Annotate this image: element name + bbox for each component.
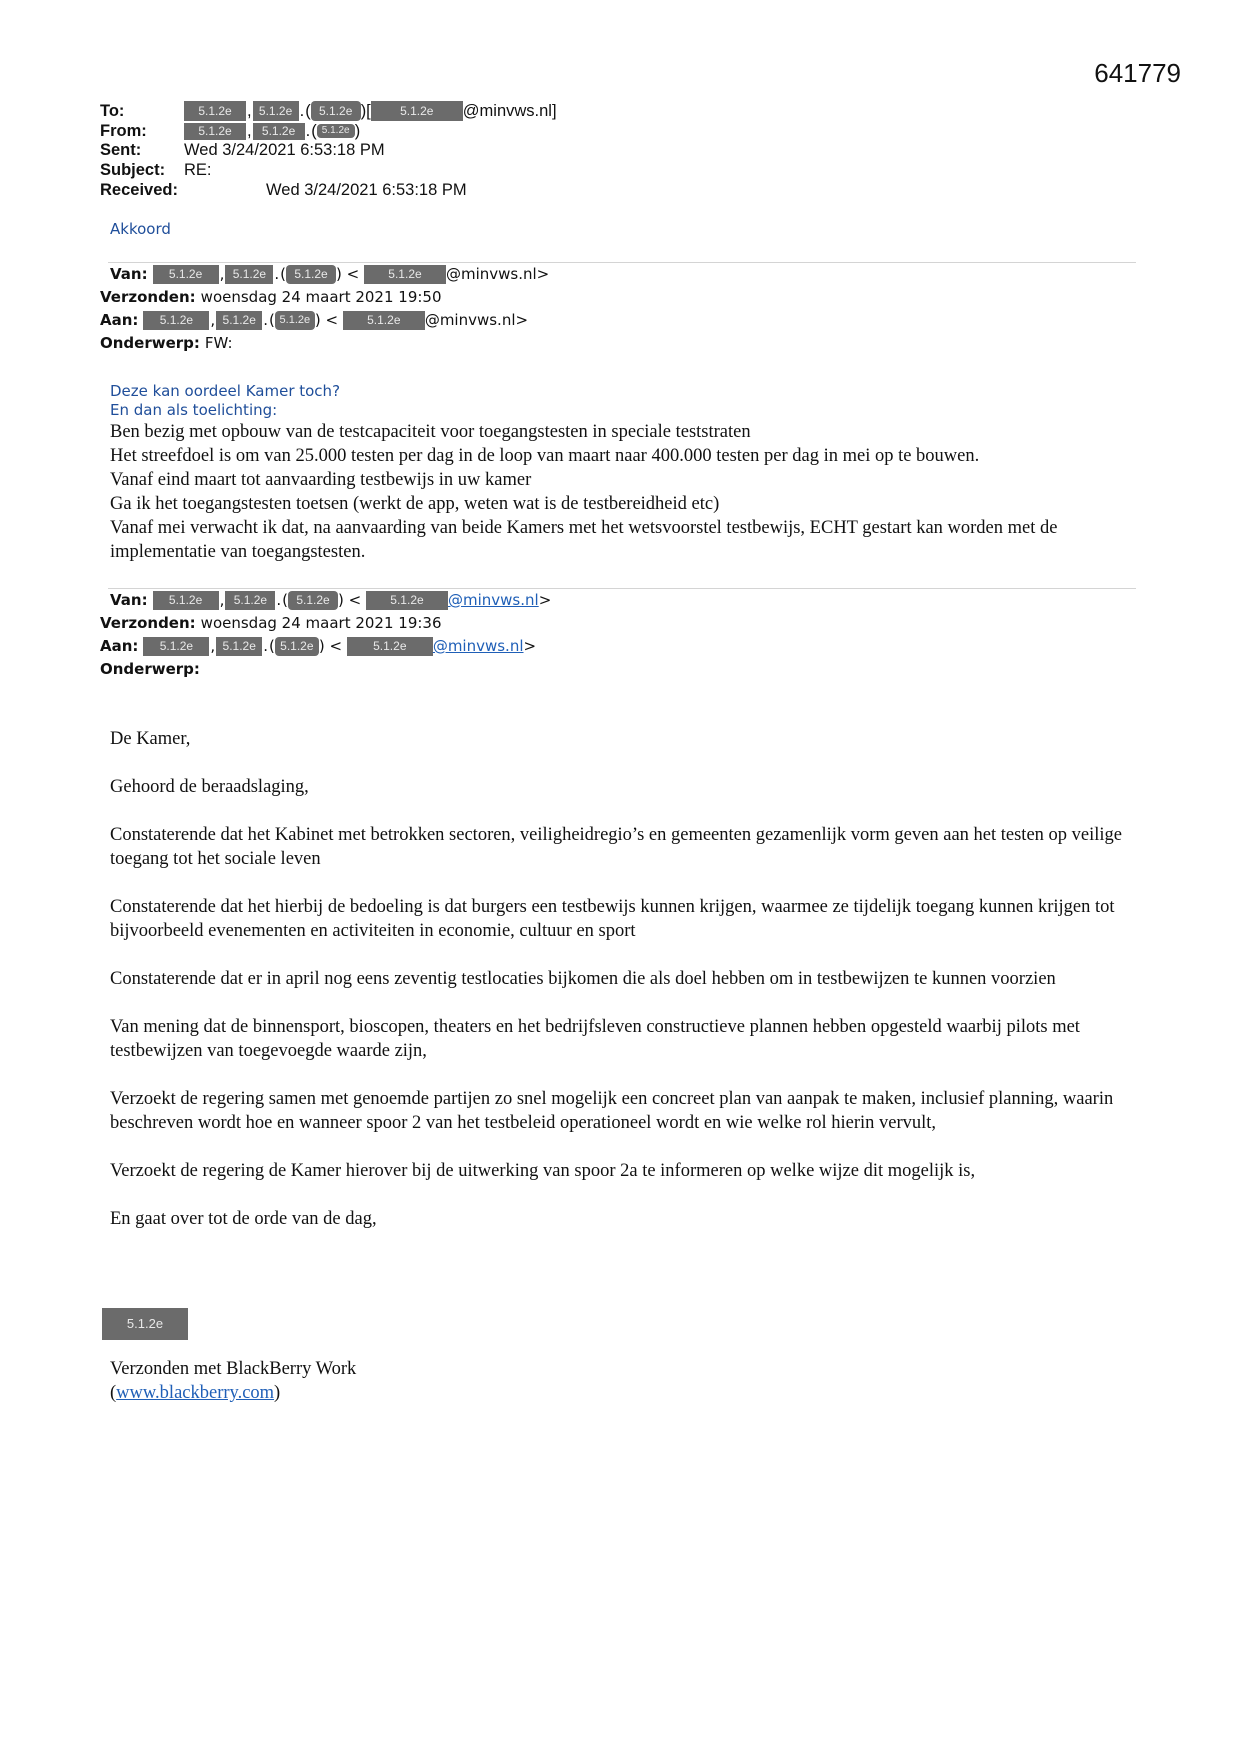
to-domain: @minvws.nl] [462,102,557,120]
verzonden-label: Verzonden: [100,288,196,306]
motion-paragraph: Van mening dat de binnensport, bioscopen, theaters en het bedrijfsleven constructieve plannen hebben opgesteld waarbij pilots met testbewijzen van toegevoegde waarde zijn, [110,1017,1080,1061]
redaction-box: 5.1.2e [216,637,262,656]
body-line: Vanaf mei verwacht ik dat, na aanvaarding van beide Kamers met het wetsvoorstel testbewijs, ECHT gestart kan worden met de implementatie van toegangstesten. [110,518,1058,562]
onderwerp-label: Onderwerp: [100,660,200,678]
redaction-box: 5.1.2e [184,101,246,121]
subject-value: RE: [184,161,212,179]
note-line: En dan als toelichting: [110,401,278,419]
to-row: To: 5.1.2e , 5.1.2e . ( 5.1.2e )[ 5.1.2e @minvws.nl] [100,102,557,120]
verzonden-row [100,286,549,309]
van-email-link[interactable]: @minvws.nl [447,591,539,609]
message-2-body [110,727,1130,1231]
redaction-box: 5.1.2e [364,265,446,284]
paren-open: ( [110,1383,117,1403]
motion-paragraph: Gehoord de beraadslaging, [110,777,309,797]
redaction-box: 5.1.2e [153,265,219,284]
redaction-box: 5.1.2e [153,591,219,610]
message-1-note [110,382,340,420]
motion-paragraph: Verzoekt de regering de Kamer hierover bij de uitwerking van spoor 2a te informeren op welke wijze dit mogelijk is, [110,1161,976,1181]
reply-text: Akkoord [110,220,171,238]
motion-paragraph: Constaterende dat het hierbij de bedoeling is dat burgers een testbewijs kunnen krijgen, waarmee ze tijdelijk toegang kunnen krijgen tot bijvoorbeeld evenementen en activiteiten in economie, cultuur en sport [110,897,1115,941]
message-1-body [110,420,1130,564]
redacted-signature: 5.1.2e [102,1308,188,1340]
verzonden-label: Verzonden: [100,614,196,632]
received-label: Received: [100,181,178,199]
motion-paragraph: Constaterende dat het Kabinet met betrokken sectoren, veiligheidregio’s en gemeenten gezamenlijk vorm geven aan het testen op veilige toegang tot het sociale leven [110,825,1122,869]
message-1-header [100,263,549,355]
envelope-header [100,100,557,200]
body-line: Ben bezig met opbouw van de testcapaciteit voor toegangstesten in speciale teststraten [110,422,751,442]
van-row: Van: 5.1.2e , 5.1.2e . ( 5.1.2e ) < 5.1.2e @minvws.nl> [100,263,549,286]
motion-paragraph: En gaat over tot de orde van de dag, [110,1209,377,1229]
onderwerp-value: FW: [204,334,233,352]
note-line: Deze kan oordeel Kamer toch? [110,382,341,400]
sent-value: Wed 3/24/2021 6:53:18 PM [184,141,385,159]
bracket-close: > [538,591,552,609]
bracket-close: > [523,637,537,655]
signature-link-line [110,1381,1130,1405]
subject-row [100,160,557,180]
motion-paragraph: Constaterende dat er in april nog eens zeventig testlocaties bijkomen die als doel hebben om in testbewijzen te kunnen voorzien [110,969,1056,989]
redaction-box: 5.1.2e [317,124,355,138]
redaction-box: 5.1.2e [371,101,463,121]
redaction-box: 5.1.2e [225,591,275,610]
aan-row: Aan: 5.1.2e , 5.1.2e . ( 5.1.2e ) < 5.1.2e @minvws.nl> [100,309,549,332]
redaction-box: 5.1.2e [343,311,425,330]
paren-close: ) [274,1383,281,1403]
sent-label: Sent: [100,141,142,159]
body-line: Ga ik het toegangstesten toetsen (werkt de app, weten wat is de testbereidheid etc) [110,494,720,514]
aan-domain: @minvws.nl> [424,311,529,329]
document-id: 641779 [1094,58,1181,88]
body-line: Het streefdoel is om van 25.000 testen per dag in de loop van maart naar 400.000 testen per dag in mei op te bouwen. [110,446,980,466]
onderwerp-row [100,658,551,681]
message-2-header [100,589,551,681]
body-line: Vanaf eind maart tot aanvaarding testbewijs in uw kamer [110,470,532,490]
received-row [100,180,557,200]
van-domain: @minvws.nl> [445,265,550,283]
signature-block [110,1357,1130,1405]
redaction-box: 5.1.2e [253,101,299,121]
van-label: Van: [110,265,148,283]
signature-line: Verzonden met BlackBerry Work [110,1359,357,1379]
aan-row: Aan: 5.1.2e , 5.1.2e . ( 5.1.2e ) < 5.1.2e @minvws.nl > [100,635,551,658]
redaction-box: 5.1.2e [143,311,209,330]
van-row: Van: 5.1.2e , 5.1.2e . ( 5.1.2e ) < 5.1.2e @minvws.nl > [100,589,551,612]
redaction-box: 5.1.2e [216,311,262,330]
aan-label: Aan: [100,637,139,655]
redaction-box: 5.1.2e [143,637,209,656]
from-row: From: 5.1.2e , 5.1.2e . ( 5.1.2e ) [100,122,361,140]
redaction-box: 5.1.2e [366,591,448,610]
motion-paragraph: De Kamer, [110,729,191,749]
aan-label: Aan: [100,311,139,329]
subject-label: Subject: [100,161,166,179]
motion-paragraph: Verzoekt de regering samen met genoemde partijen zo snel mogelijk een concreet plan van aanpak te maken, inclusief planning, waarin beschreven wordt hoe en wanneer spoor 2 van het testbeleid operationeel wordt en wie welke rol hierin vervult, [110,1089,1114,1133]
received-value: Wed 3/24/2021 6:53:18 PM [266,181,467,199]
verzonden-value: woensdag 24 maart 2021 19:50 [200,288,442,306]
redaction-box: 5.1.2e [347,637,433,656]
redaction-box: 5.1.2e [184,123,246,140]
redaction-box: 5.1.2e [225,265,273,284]
onderwerp-row [100,332,549,355]
aan-email-link[interactable]: @minvws.nl [432,637,524,655]
from-label: From: [100,122,147,140]
blackberry-link[interactable]: www.blackberry.com [116,1383,275,1403]
van-label: Van: [110,591,148,609]
to-label: To: [100,102,125,120]
redaction-box: 5.1.2e [253,123,305,140]
redaction-box: 5.1.2e [275,637,319,656]
redaction-box: 5.1.2e [288,591,338,610]
sent-row [100,140,557,160]
onderwerp-label: Onderwerp: [100,334,200,352]
redaction-box: 5.1.2e [311,101,361,121]
redaction-box: 5.1.2e [275,311,315,330]
verzonden-row [100,612,551,635]
verzonden-value: woensdag 24 maart 2021 19:36 [200,614,442,632]
redaction-box: 5.1.2e [286,265,336,284]
